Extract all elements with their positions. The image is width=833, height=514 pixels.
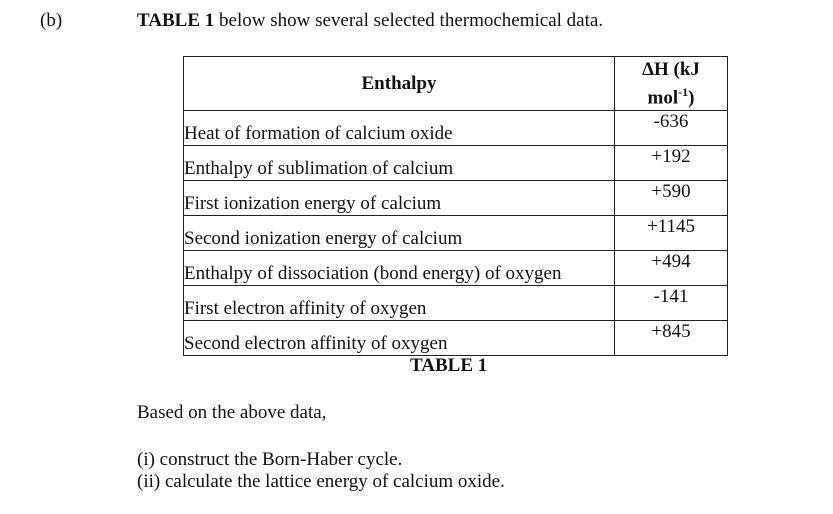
row-value: -636 bbox=[615, 111, 728, 146]
row-name: Heat of formation of calcium oxide bbox=[184, 111, 615, 146]
based-on-text: Based on the above data, bbox=[137, 402, 327, 423]
intro-table-ref: TABLE 1 bbox=[137, 10, 215, 31]
table-row bbox=[184, 146, 728, 181]
table-row bbox=[184, 251, 728, 286]
table-caption: TABLE 1 bbox=[410, 355, 488, 376]
header-enthalpy: Enthalpy bbox=[184, 57, 615, 111]
row-name: First electron affinity of oxygen bbox=[184, 286, 615, 321]
thermochemical-table bbox=[183, 56, 728, 356]
row-name: Second ionization energy of calcium bbox=[184, 216, 615, 251]
row-value: +590 bbox=[615, 181, 728, 216]
question-i: (i) construct the Born-Haber cycle. bbox=[137, 449, 403, 470]
table-row bbox=[184, 216, 728, 251]
row-value: -141 bbox=[615, 286, 728, 321]
table-header-row bbox=[184, 57, 728, 111]
part-label: (b) bbox=[40, 10, 63, 31]
row-name: Enthalpy of sublimation of calcium bbox=[184, 146, 615, 181]
header-delta-h-exponent: -1 bbox=[678, 84, 689, 99]
row-name: Enthalpy of dissociation (bond energy) of oxygen bbox=[184, 251, 615, 286]
question-ii: (ii) calculate the lattice energy of calcium oxide. bbox=[137, 471, 505, 492]
row-name: Second electron affinity of oxygen bbox=[184, 321, 615, 356]
header-delta-h-line1: ΔH (kJ bbox=[642, 58, 700, 80]
row-value: +494 bbox=[615, 251, 728, 286]
intro-text bbox=[137, 10, 603, 32]
table-row bbox=[184, 111, 728, 146]
header-delta-h bbox=[615, 57, 728, 111]
header-delta-h-unit: mol bbox=[647, 87, 679, 109]
row-name: First ionization energy of calcium bbox=[184, 181, 615, 216]
table-row bbox=[184, 181, 728, 216]
row-value: +1145 bbox=[615, 216, 728, 251]
table-row bbox=[184, 321, 728, 356]
row-value: +192 bbox=[615, 146, 728, 181]
header-delta-h-close: ) bbox=[688, 87, 695, 109]
table-row bbox=[184, 286, 728, 321]
row-value: +845 bbox=[615, 321, 728, 356]
intro-rest: below show several selected thermochemical data. bbox=[214, 10, 604, 31]
